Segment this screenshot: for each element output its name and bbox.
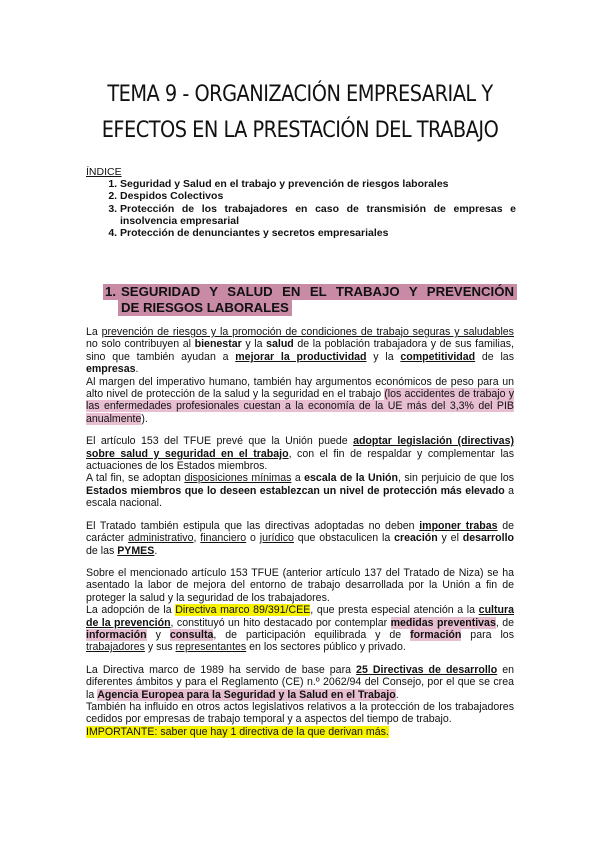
title-line-2: EFECTOS EN LA PRESTACIÓN DEL TRABAJO — [101, 117, 499, 143]
index-item: 3. Protección de los trabajadores en caso de transmisión de empresas e insolvencia empresarial — [120, 203, 516, 227]
section-heading-line-1: SEGURIDAD Y SALUD EN EL TRABAJO Y PREVENCIÓN — [118, 284, 517, 300]
section-number: 1. — [105, 284, 116, 299]
paragraph-1: La prevención de riesgos y la promoción de condiciones de trabajo seguras y saludables no solo contribuyen al bienestar y la salud de la población trabajadora y de sus familias, sino que también ayudan a mejorar la productividad y la competitividad de las empresas. — [86, 326, 514, 376]
paragraph-10: IMPORTANTE: saber que hay 1 directiva de la que derivan más. — [86, 725, 389, 738]
table-of-contents — [86, 166, 516, 239]
index-heading: ÍNDICE — [86, 166, 122, 178]
document-title — [94, 76, 507, 148]
paragraph-8: La Directiva marco de 1989 ha servido de base para 25 Directivas de desarrollo en diferentes ámbitos y para el Reglamento (CE) n.º 2062/94 del Consejo, por el que se crea la Agencia Europea para la Seguridad y la Salud en el Trabajo. — [86, 663, 514, 701]
index-item: 4. Protección de denunciantes y secretos empresariales — [120, 227, 516, 239]
paragraph-9: También ha influido en otros actos legislativos relativos a la protección de los trabajadores cedidos por empresas de trabajo temporal y a aspectos del tiempo de trabajo. — [86, 700, 514, 726]
index-item: 1. Seguridad y Salud en el trabajo y prevención de riesgos laborales — [120, 178, 516, 190]
paragraph-6: Sobre el mencionado artículo 153 TFUE (anterior artículo 137 del Tratado de Niza) se ha asentado la labor de mejora del entorno de trabajo desarrollada por la Unión a fin de proteger la salud y la seguridad de los trabajadores. — [86, 566, 514, 604]
paragraph-3: El artículo 153 del TFUE prevé que la Unión puede adoptar legislación (directivas) sobre salud y seguridad en el trabajo, con el fin de respaldar y complementar las actuaciones de los Estados miembros. — [86, 435, 514, 473]
index-list — [86, 178, 516, 239]
section-body — [86, 326, 514, 738]
paragraph-5: El Tratado también estipula que las directivas adoptadas no deben imponer trabas de carácter administrativo, financiero o jurídico que obstaculicen la creación y el desarrollo de las PYMES. — [86, 519, 515, 557]
section-heading-line-2: DE RIESGOS LABORALES — [118, 300, 292, 316]
paragraph-7: La adopción de la Directiva marco 89/391/CEE, que presta especial atención a la cultura de la prevención, constituyó un hito destacado por contemplar medidas preventivas, de información y consulta, de participación equilibrada y de formación para los trabajadores y sus representantes en los sectores público y privado. — [86, 604, 515, 654]
title-line-1: TEMA 9 - ORGANIZACIÓN EMPRESARIAL Y — [107, 81, 493, 107]
index-item: 2. Despidos Colectivos — [120, 190, 516, 202]
paragraph-2: Al margen del imperativo humano, también hay argumentos económicos de peso para un alto nivel de protección de la salud y la seguridad en el trabajo (los accidentes de trabajo y las enfermedades profesionales cuestan a la economía de la UE más del 3,3% del PIB anualmente). — [86, 375, 514, 425]
paragraph-4: A tal fin, se adoptan disposiciones mínimas a escala de la Unión, sin perjuicio de que los Estados miembros que lo deseen establezcan un nivel de protección más elevado a escala nacional. — [86, 472, 515, 510]
